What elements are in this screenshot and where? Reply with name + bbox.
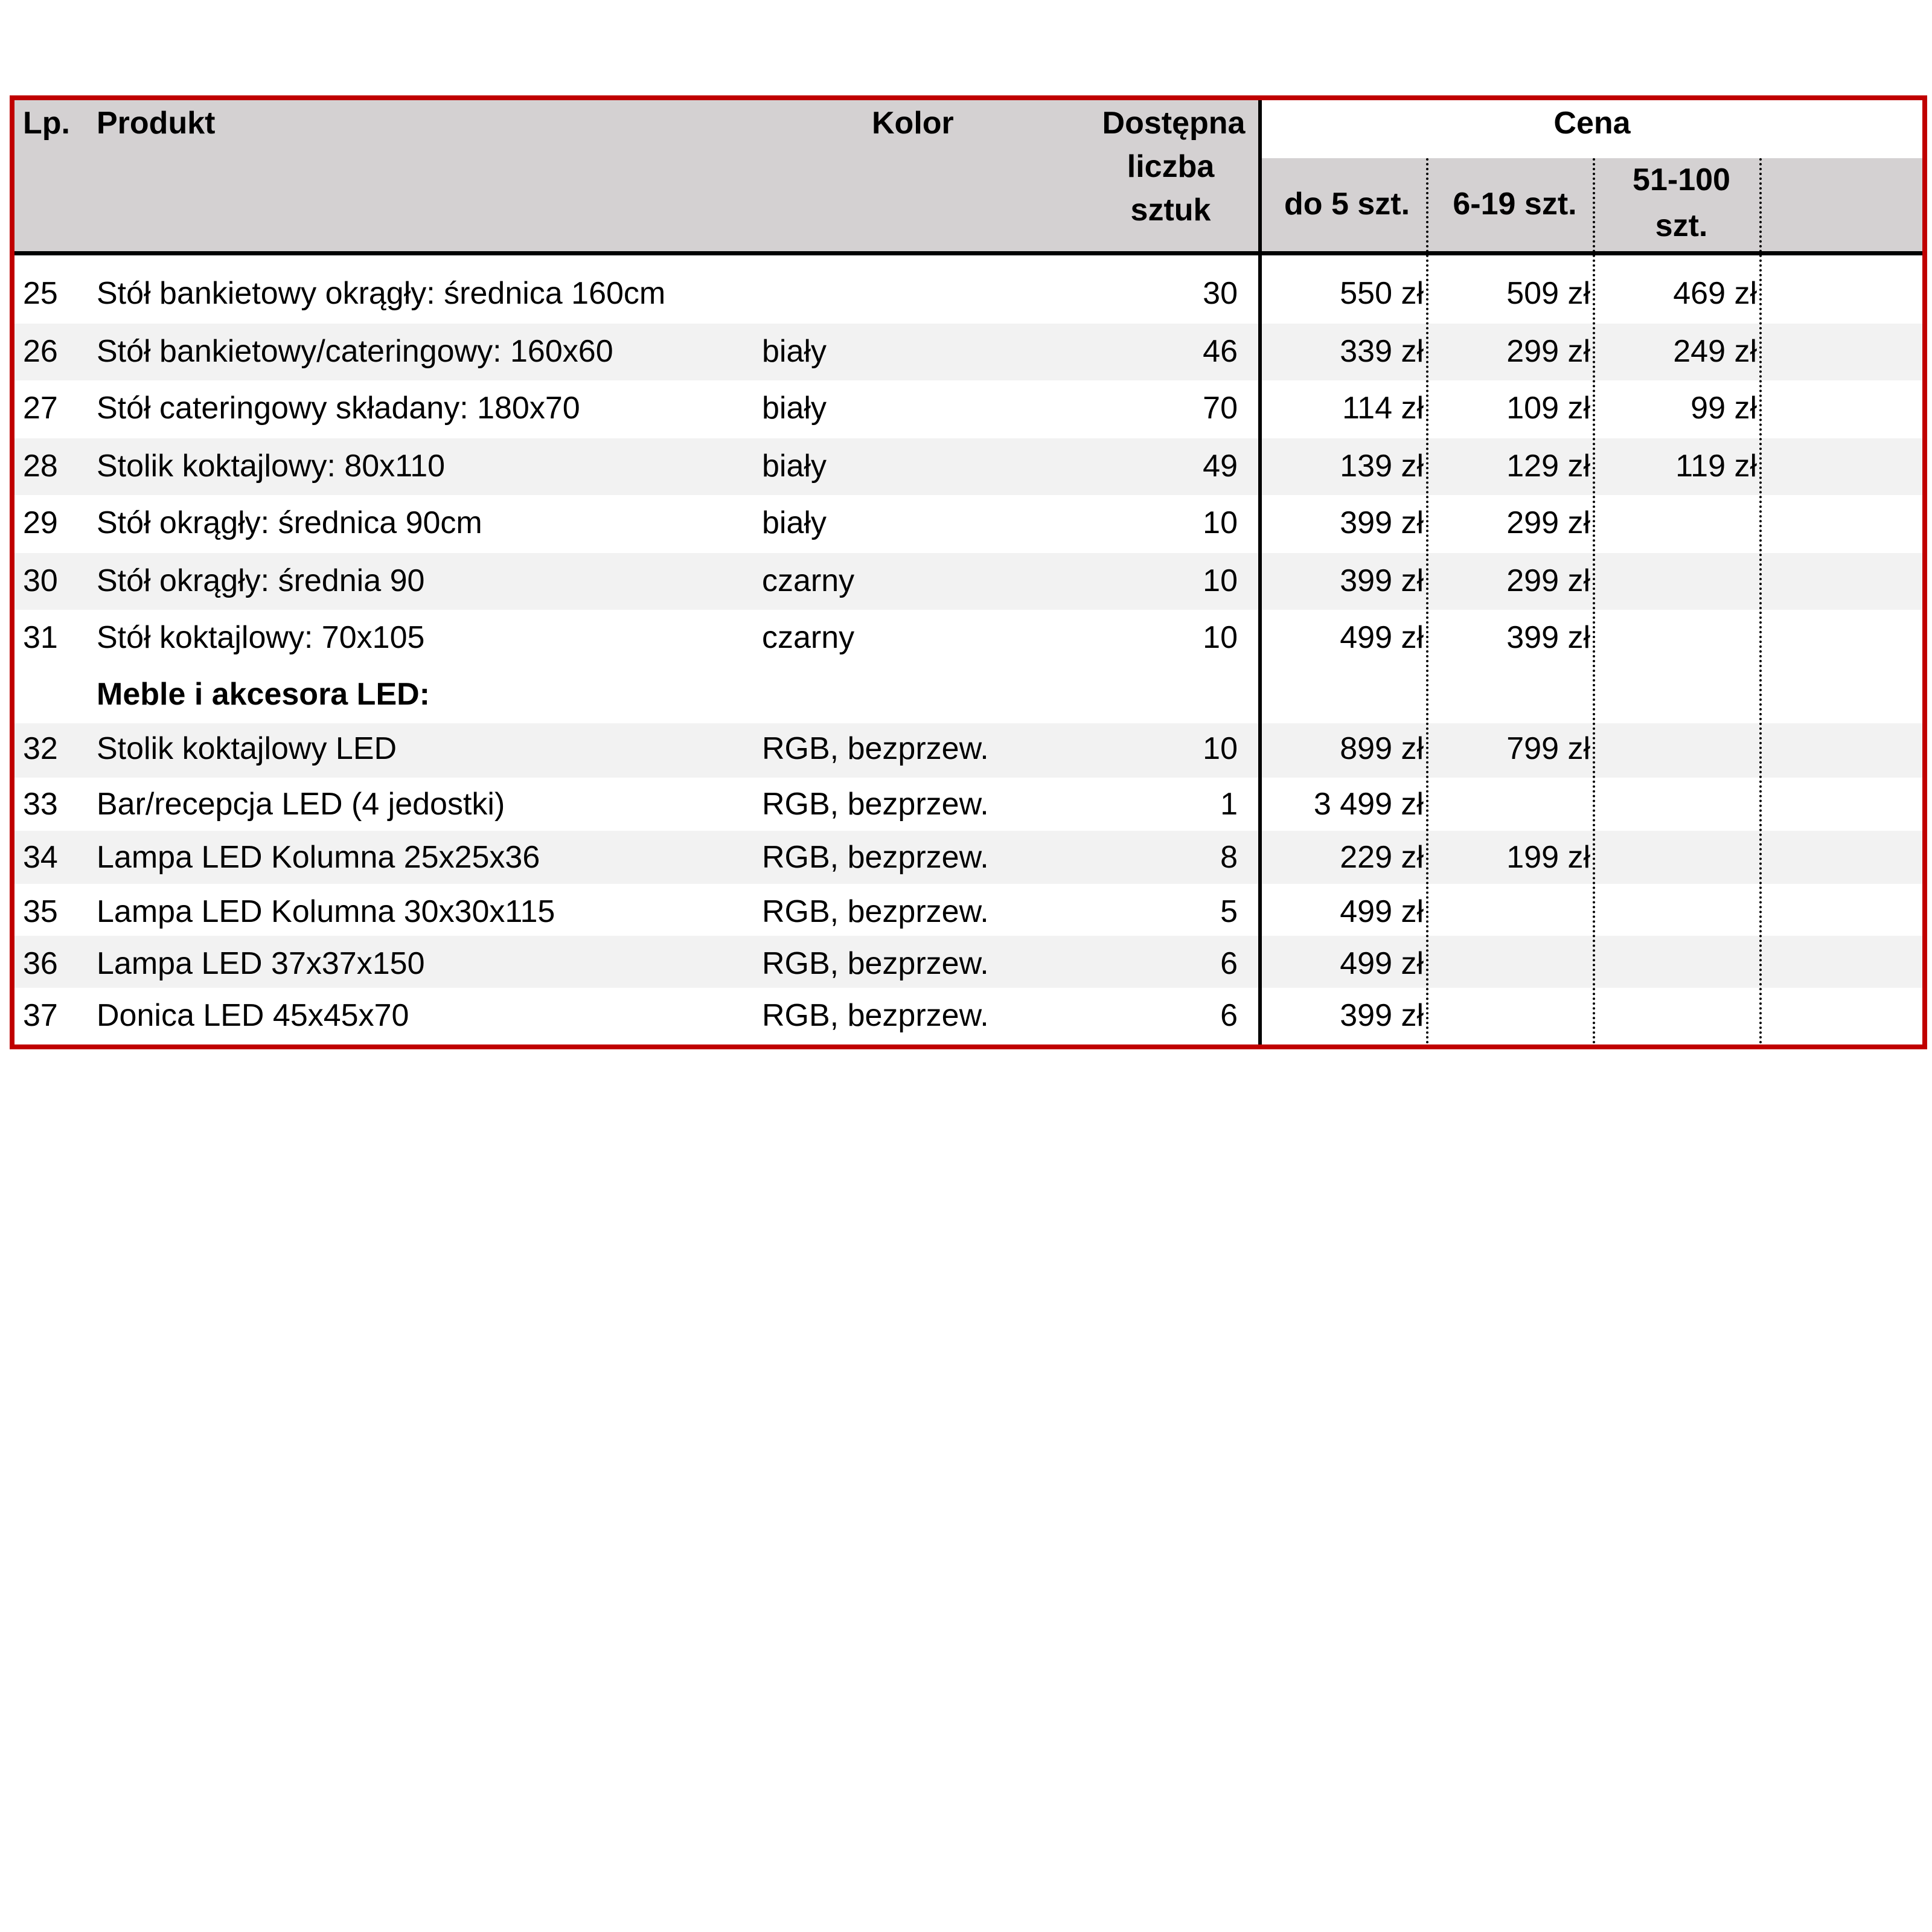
row-lp: 31 [23, 620, 58, 655]
row-price-1: 499 zł [1340, 620, 1424, 655]
header-dostepna-3: sztuk [1130, 193, 1211, 228]
row-lp: 37 [23, 998, 58, 1033]
row-kolor: RGB, bezprzew. [762, 946, 989, 981]
row-kolor: RGB, bezprzew. [762, 787, 989, 822]
row-price-1: 399 zł [1340, 505, 1424, 540]
row-produkt: Lampa LED Kolumna 25x25x36 [97, 840, 540, 875]
row-kolor: biały [762, 505, 827, 540]
row-produkt: Stół okrągły: średnica 90cm [97, 505, 482, 540]
row-qty: 49 [1203, 449, 1238, 484]
row-price-1: 899 zł [1340, 731, 1424, 766]
row-kolor: biały [762, 334, 827, 369]
row-qty: 1 [1220, 787, 1238, 822]
row-kolor: czarny [762, 563, 855, 598]
header-dostepna-2: liczba [1127, 149, 1215, 184]
row-price-2: 799 zł [1506, 731, 1590, 766]
row-lp: 25 [23, 276, 58, 311]
row-produkt: Lampa LED Kolumna 30x30x115 [97, 894, 555, 929]
row-qty: 46 [1203, 334, 1238, 369]
row-price-1: 3 499 zł [1313, 787, 1424, 822]
row-price-1: 399 zł [1340, 563, 1424, 598]
price-table [10, 95, 1927, 1049]
row-lp: 32 [23, 731, 58, 766]
header-produkt: Produkt [97, 106, 216, 141]
col-divider-qty-price [1258, 100, 1262, 1044]
row-lp: 34 [23, 840, 58, 875]
row-produkt: Stół koktajlowy: 70x105 [97, 620, 425, 655]
row-produkt: Stół cateringowy składany: 180x70 [97, 391, 580, 426]
row-price-2: 199 zł [1506, 840, 1590, 875]
row-kolor: RGB, bezprzew. [762, 840, 989, 875]
row-price-3: 469 zł [1673, 276, 1757, 311]
header-cena: Cena [1553, 106, 1631, 141]
row-price-2: 509 zł [1506, 276, 1590, 311]
row-lp: 33 [23, 787, 58, 822]
row-price-3: 99 zł [1690, 391, 1757, 426]
row-qty: 5 [1220, 894, 1238, 929]
row-qty: 8 [1220, 840, 1238, 875]
header-price-col-3b: szt. [1655, 208, 1708, 243]
header-kolor: Kolor [872, 106, 954, 141]
row-qty: 6 [1220, 998, 1238, 1033]
row-qty: 70 [1203, 391, 1238, 426]
row-kolor: biały [762, 449, 827, 484]
row-qty: 10 [1203, 731, 1238, 766]
header-price-col-2: 6-19 szt. [1453, 187, 1577, 222]
row-qty: 30 [1203, 276, 1238, 311]
row-price-1: 499 zł [1340, 946, 1424, 981]
row-price-1: 139 zł [1340, 449, 1424, 484]
col-divider-p1-p2 [1426, 158, 1428, 1044]
row-qty: 10 [1203, 505, 1238, 540]
row-price-1: 339 zł [1340, 334, 1424, 369]
header-divider [14, 251, 1922, 255]
row-price-1: 499 zł [1340, 894, 1424, 929]
header-price-col-3a: 51-100 [1633, 162, 1730, 197]
row-price-3: 119 zł [1675, 449, 1757, 484]
header-price-col-1: do 5 szt. [1284, 187, 1410, 222]
row-produkt: Donica LED 45x45x70 [97, 998, 409, 1033]
row-kolor: RGB, bezprzew. [762, 731, 989, 766]
row-lp: 35 [23, 894, 58, 929]
row-produkt: Stół bankietowy okrągły: średnica 160cm [97, 276, 666, 311]
row-price-2: 129 zł [1506, 449, 1590, 484]
row-price-1: 550 zł [1340, 276, 1424, 311]
row-price-3: 249 zł [1673, 334, 1757, 369]
row-kolor: biały [762, 391, 827, 426]
row-qty: 10 [1203, 563, 1238, 598]
row-kolor: RGB, bezprzew. [762, 894, 989, 929]
row-price-2: 109 zł [1506, 391, 1590, 426]
row-price-2: 399 zł [1506, 620, 1590, 655]
header-dostepna-1: Dostępna [1102, 106, 1246, 141]
row-kolor: RGB, bezprzew. [762, 998, 989, 1033]
row-lp: 28 [23, 449, 58, 484]
row-price-1: 114 zł [1342, 391, 1424, 426]
col-divider-p3-extra [1759, 158, 1762, 1044]
row-price-2: 299 zł [1506, 563, 1590, 598]
row-price-1: 229 zł [1340, 840, 1424, 875]
col-divider-p2-p3 [1593, 158, 1595, 1044]
row-produkt: Stolik koktajlowy: 80x110 [97, 449, 446, 484]
row-price-1: 399 zł [1340, 998, 1424, 1033]
row-qty: 6 [1220, 946, 1238, 981]
row-lp: 29 [23, 505, 58, 540]
header-lp: Lp. [23, 106, 70, 141]
row-produkt: Lampa LED 37x37x150 [97, 946, 425, 981]
row-price-2: 299 zł [1506, 505, 1590, 540]
row-lp: 27 [23, 391, 58, 426]
row-produkt: Stół bankietowy/cateringowy: 160x60 [97, 334, 613, 369]
row-lp: 26 [23, 334, 58, 369]
row-produkt: Stół okrągły: średnia 90 [97, 563, 425, 598]
row-price-2: 299 zł [1506, 334, 1590, 369]
row-kolor: czarny [762, 620, 855, 655]
section-title-led: Meble i akcesora LED: [97, 677, 430, 712]
row-lp: 30 [23, 563, 58, 598]
row-produkt: Bar/recepcja LED (4 jedostki) [97, 787, 505, 822]
row-lp: 36 [23, 946, 58, 981]
row-qty: 10 [1203, 620, 1238, 655]
row-produkt: Stolik koktajlowy LED [97, 731, 397, 766]
